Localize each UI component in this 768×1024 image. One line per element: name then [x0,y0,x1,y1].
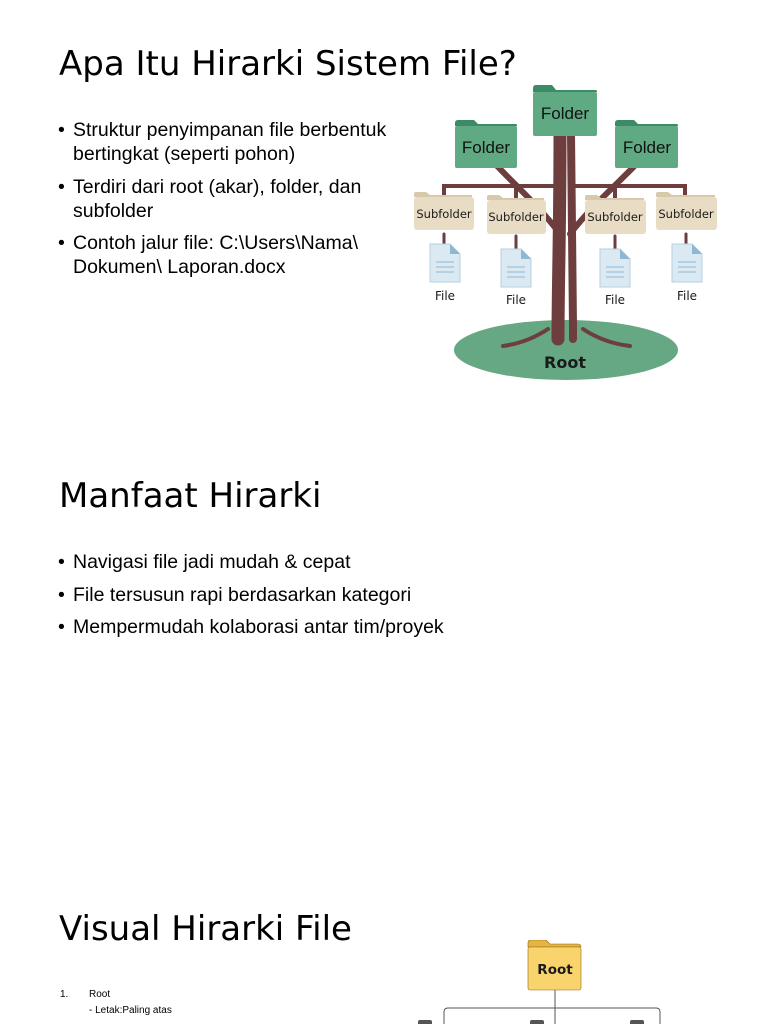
connector-lines [444,990,660,1024]
folder-label: Folder [622,138,672,157]
file-label: File [434,289,456,303]
numbered-list [60,987,172,1019]
folder-icon [533,85,597,136]
child-folder-icon [418,1020,432,1024]
subfolder-icon [585,195,646,234]
child-folder-icon [630,1020,644,1024]
subfolder-label: Subfolder [488,210,544,224]
slide-title: Visual Hirarki File [59,909,352,949]
child-folder-icon [530,1020,544,1024]
file-label: File [676,289,698,303]
folder-icon [455,120,517,168]
root-folder-icon [528,940,581,990]
list-number: 1. [60,989,69,1000]
hierarchy-diagram [400,940,668,1024]
bullet-list [58,550,578,648]
subfolder-label: Subfolder [416,207,472,221]
slide-title: Manfaat Hirarki [59,476,322,516]
list-sub-item: - Letak:Paling atas [89,1005,172,1016]
bullet-item: • Navigasi file jadi mudah & cepat [58,550,578,574]
file-icon [430,244,460,303]
subfolder-label: Subfolder [658,207,714,221]
bullet-item: • Contoh jalur file: C:\Users\Nama\ Dokumen\ Laporan.docx [58,231,388,279]
list-item [60,987,172,1019]
file-icon [672,244,702,303]
file-label: File [604,293,626,307]
bullet-item: • File tersusun rapi berdasarkan kategori [58,583,578,607]
slide-title: Apa Itu Hirarki Sistem File? [59,44,517,84]
file-tree-illustration [408,84,724,384]
file-icon [600,249,630,307]
list-item-text: Root [89,989,111,1000]
bullet-item: • Struktur penyimpanan file berbentuk bertingkat (seperti pohon) [58,118,388,166]
folder-label: Folder [461,138,511,157]
subfolder-icon [656,192,717,230]
root-label: Root [537,962,573,978]
bullet-item: • Mempermudah kolaborasi antar tim/proyek [58,615,578,639]
subfolder-label: Subfolder [587,210,643,224]
slide-hierarchy-benefits [0,430,768,870]
file-label: File [505,293,527,307]
subfolder-icon [414,192,474,230]
slide-hierarchy-visual [0,870,768,1024]
slide-hierarchy-definition [0,0,768,430]
root-label: Root [544,353,586,372]
bullet-item: • Terdiri dari root (akar), folder, dan subfolder [58,175,388,223]
subfolder-icon [487,195,546,234]
file-icon [501,249,531,307]
bullet-list [58,118,388,288]
folder-label: Folder [540,104,590,123]
folder-icon [615,120,678,168]
